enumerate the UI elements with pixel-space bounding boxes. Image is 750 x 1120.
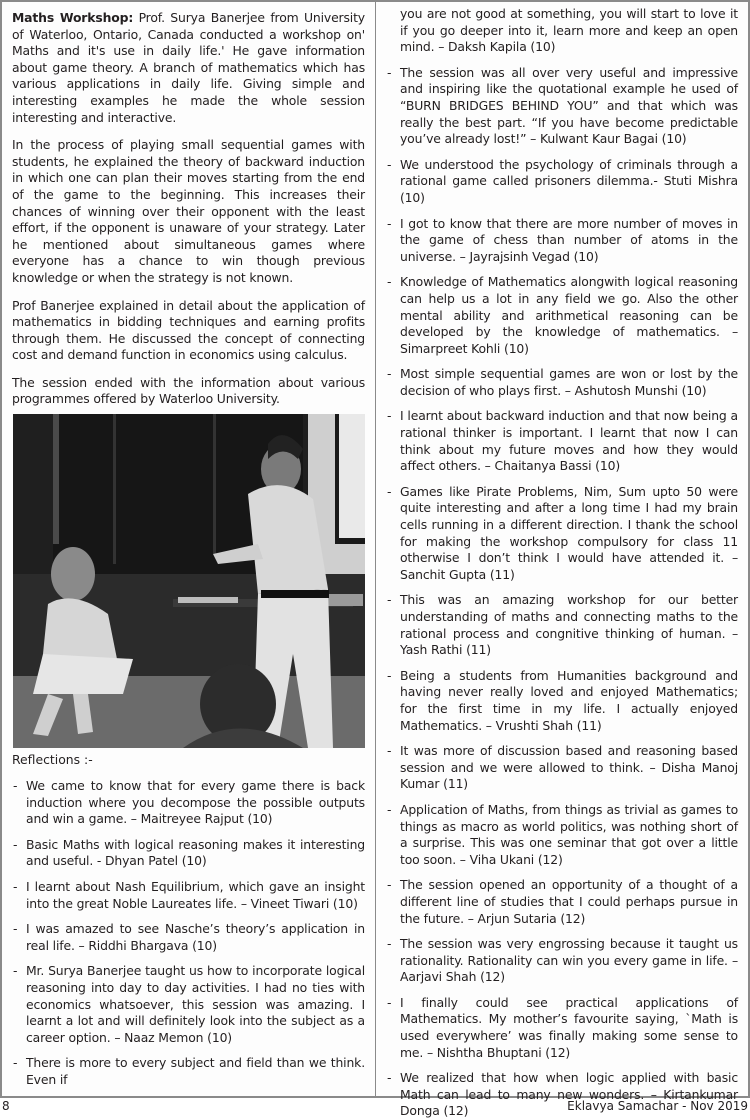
workshop-photo-illustration bbox=[13, 414, 365, 748]
article-title: Maths Workshop: bbox=[12, 10, 134, 25]
reflection-item: - There is more to every subject and field than we think. Even if bbox=[12, 1055, 365, 1088]
publication-footer: Eklavya Samachar - Nov 2019 bbox=[567, 1099, 748, 1113]
left-column bbox=[0, 0, 376, 1098]
reflection-item: - I finally could see practical applications of Mathematics. My mother’s favourite saying, `Math is used everywhere’ was finally making some sense to me. – Nishtha Bhuptani (12) bbox=[386, 995, 738, 1061]
reflection-item: - Application of Maths, from things as trivial as games to things as macro as world politics, was nothing short of a surprise. This was one seminar that got over a little too soon. – Viha Ukani (12) bbox=[386, 802, 738, 868]
reflection-item: - Being a students from Humanities background and having never really loved and enjoyed Mathematics; for the first time in my life. I actually enjoyed Mathematics. – Vrushti Shah (11) bbox=[386, 668, 738, 734]
article-paragraph: Prof Banerjee explained in detail about the application of mathematics in bidding techniques and earning profits through them. He discussed the concept of connecting cost and demand function in economics using calculus. bbox=[12, 297, 365, 363]
article-paragraph: The session ended with the information about various programmes offered by Waterloo University. bbox=[12, 374, 365, 407]
reflection-item-continued: you are not good at something, you will start to love it if you go deeper into it, learn more and keep an open mind. – Daksh Kapila (10) bbox=[400, 6, 738, 55]
reflection-item: - Games like Pirate Problems, Nim, Sum upto 50 were quite interesting and after a long time I had my brain cells running in a different direction. I thank the school for making the workshop compulsory for class 11 otherwise I don’t think I would have attended it. – Sanchit Gupta (11) bbox=[386, 484, 738, 584]
reflection-item: - We realized that how when logic applied with basic Math can lead to many new wonders. – Kirtankumar Donga (12) bbox=[386, 1070, 738, 1120]
reflection-item: - The session was all over very useful and impressive and inspiring like the quotational example he used of “BURN BRIDGES BEHIND YOU” and that which was really the best part. “If you have become predictable you’ve already lost!” – Kulwant Kaur Bagai (10) bbox=[386, 65, 738, 148]
reflection-item: - It was more of discussion based and reasoning based session and we were allowed to think. – Disha Manoj Kumar (11) bbox=[386, 743, 738, 793]
reflection-item: - Most simple sequential games are won or lost by the decision of who plays first. – Ashutosh Munshi (10) bbox=[386, 366, 738, 399]
reflection-item: - This was an amazing workshop for our better understanding of maths and connecting maths to the rational process and congnitive thinking of human. – Yash Rathi (11) bbox=[386, 592, 738, 658]
reflection-item: - The session was very engrossing because it taught us rationality. Rationality can win you every game in life. – Aarjavi Shah (12) bbox=[386, 936, 738, 986]
reflection-item: - I was amazed to see Nasche’s theory’s application in real life. – Riddhi Bhargava (10) bbox=[12, 921, 365, 954]
reflection-item: - The session opened an opportunity of a thought of a different line of studies that I could perhaps pursue in the future. – Arjun Sutaria (12) bbox=[386, 877, 738, 927]
reflection-item: - I got to know that there are more number of moves in the game of chess than number of atoms in the universe. – Jayrajsinh Vegad (10) bbox=[386, 216, 738, 266]
reflection-item: - I learnt about backward induction and that now being a rational thinker is important. I learnt that now I can think about my future moves and how they would affect others. – Chaitanya Bassi (10) bbox=[386, 408, 738, 474]
reflections-list-right bbox=[386, 6, 738, 1120]
reflections-heading: Reflections :- bbox=[12, 752, 93, 768]
article-paragraph: In the process of playing small sequential games with students, he explained the theory of backward induction in which one can plan their moves starting from the end of the game to the beginning. This increases their chances of winning over their opponent with the least effort, if the opponent is unaware of your strategy. Later he mentioned about simultaneous games where everyone has a chance to win though previous knowledge or when the strategy is not known. bbox=[12, 137, 365, 285]
reflection-item: - Knowledge of Mathematics alongwith logical reasoning can help us a lot in any field we go. Also the other mental ability and arithmetical reasoning can be developed by the knowledge of mathematics. – Simarpreet Kohli (10) bbox=[386, 274, 738, 357]
reflection-item: - I learnt about Nash Equilibrium, which gave an insight into the great Noble Laureates life. – Vineet Tiwari (10) bbox=[12, 879, 365, 912]
reflections-list-left bbox=[12, 778, 365, 1089]
reflection-item: - Mr. Surya Banerjee taught us how to incorporate logical reasoning into day to day activities. I had no ties with economics whatsoever, this session was amazing. I learnt a lot and will definitely look into the subject as a career option. – Naaz Memon (10) bbox=[12, 963, 365, 1046]
article-intro-text: Prof. Surya Banerjee from University of Waterloo, Ontario, Canada conducted a workshop on' Maths and it's use in daily life.' He gave information about game theory. A branch of mathematics which has various applications in daily life. Giving simple and interesting examples he made the whole session interesting and interactive. bbox=[12, 10, 365, 125]
reflection-item: - We understood the psychology of criminals through a rational game called prisoners dilemma.- Stuti Mishra (10) bbox=[386, 157, 738, 207]
reflection-item: - We came to know that for every game there is back induction where you decompose the possible outputs and win a game. – Maitreyee Rajput (10) bbox=[12, 778, 365, 828]
reflection-item: - Basic Maths with logical reasoning makes it interesting and useful. - Dhyan Patel (10) bbox=[12, 837, 365, 870]
article-intro bbox=[12, 10, 365, 126]
workshop-photo bbox=[13, 414, 365, 748]
page-number: 8 bbox=[2, 1099, 10, 1113]
